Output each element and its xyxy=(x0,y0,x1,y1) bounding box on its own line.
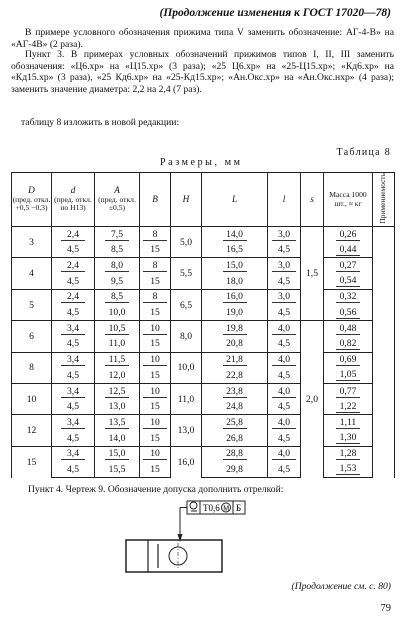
cell-L: 26,8 xyxy=(202,431,268,447)
cell-l: 4,5 xyxy=(268,462,301,478)
cell-mass: 1,05 xyxy=(324,368,373,384)
cell-A: 11,5 xyxy=(95,352,140,368)
dimensions-caption: Размеры, мм xyxy=(160,157,243,168)
cell-d: 3,4 xyxy=(52,352,95,368)
cell-l: 4,5 xyxy=(268,305,301,321)
cell-A: 13,5 xyxy=(95,415,140,431)
cell-A: 8,0 xyxy=(95,258,140,274)
cell-l: 3,0 xyxy=(268,289,301,305)
cell-d: 2,4 xyxy=(52,289,95,305)
cell-L: 24,8 xyxy=(202,399,268,415)
cell-B: 10 xyxy=(140,446,171,462)
cell-L: 20,8 xyxy=(202,336,268,352)
col-D: D (пред. откл. +0,5 −0,3) xyxy=(12,173,52,227)
table-row xyxy=(12,383,395,399)
col-applicability: Примениемость xyxy=(373,173,395,227)
cell-A: 9,5 xyxy=(95,274,140,290)
cell-mass: 1,11 xyxy=(324,415,373,431)
paragraph-1: В примере условного обозначения прижима типа V заменить обозначение: АГ-4-В» на «АГ-4В» (2 раза). xyxy=(11,27,394,50)
cell-L: 22,8 xyxy=(202,368,268,384)
table-caption: Таблица 8 xyxy=(336,147,391,158)
cell-L: 14,0 xyxy=(202,227,268,243)
cell-mass: 1,53 xyxy=(324,462,373,478)
cell-A: 8,5 xyxy=(95,289,140,305)
cell-A: 15,5 xyxy=(95,462,140,478)
cell-l: 4,5 xyxy=(268,431,301,447)
cell-d: 4,5 xyxy=(52,462,95,478)
table-row xyxy=(12,431,395,447)
cell-L: 16,5 xyxy=(202,242,268,258)
cell-L: 25,8 xyxy=(202,415,268,431)
continuation-note: (Продолжение см. с. 80) xyxy=(291,581,391,592)
cell-H: 10,0 xyxy=(171,352,202,383)
col-A: A (пред. откл. ±0,5) xyxy=(95,173,140,227)
cell-d: 4,5 xyxy=(52,242,95,258)
cell-B: 15 xyxy=(140,336,171,352)
cell-d: 4,5 xyxy=(52,399,95,415)
cell-L: 21,8 xyxy=(202,352,268,368)
cell-mass: 0,77 xyxy=(324,383,373,399)
datum-letter: Б xyxy=(236,503,242,513)
cell-mass: 1,30 xyxy=(324,431,373,447)
cell-D: 12 xyxy=(12,415,52,446)
table-row xyxy=(12,462,395,478)
cell-L: 18,0 xyxy=(202,274,268,290)
cell-mass: 0,54 xyxy=(324,274,373,290)
cell-s: 2,0 xyxy=(301,321,324,478)
col-s: s xyxy=(301,173,324,227)
cell-H: 5,0 xyxy=(171,227,202,258)
cell-mass: 0,26 xyxy=(324,227,373,243)
cell-d: 2,4 xyxy=(52,258,95,274)
cell-H: 6,5 xyxy=(171,289,202,320)
cell-H: 16,0 xyxy=(171,446,202,477)
cell-l: 4,0 xyxy=(268,415,301,431)
tolerance-value: T0,6 xyxy=(203,503,220,513)
table-row xyxy=(12,258,395,274)
cell-L: 29,8 xyxy=(202,462,268,478)
cell-A: 13,0 xyxy=(95,399,140,415)
table-row xyxy=(12,289,395,305)
paragraph-3: таблицу 8 изложить в новой редакции: xyxy=(21,117,180,128)
tolerance-drawing xyxy=(118,498,338,576)
table-header-row xyxy=(12,173,395,227)
table-row xyxy=(12,368,395,384)
cell-mass: 0,44 xyxy=(324,242,373,258)
cell-mass: 0,48 xyxy=(324,321,373,337)
cell-l: 4,5 xyxy=(268,368,301,384)
cell-D: 4 xyxy=(12,258,52,289)
cell-B: 15 xyxy=(140,462,171,478)
cell-A: 14,0 xyxy=(95,431,140,447)
cell-L: 23,8 xyxy=(202,383,268,399)
cell-B: 15 xyxy=(140,242,171,258)
cell-d: 3,4 xyxy=(52,446,95,462)
cell-L: 19,8 xyxy=(202,321,268,337)
cell-mass: 0,56 xyxy=(324,305,373,321)
table-row xyxy=(12,227,395,243)
cell-l: 4,5 xyxy=(268,274,301,290)
col-H: H xyxy=(171,173,202,227)
cell-A: 10,5 xyxy=(95,321,140,337)
cell-mass: 1,22 xyxy=(324,399,373,415)
table-row xyxy=(12,446,395,462)
cell-B: 10 xyxy=(140,352,171,368)
paragraph-2: Пункт 3. В примерах условных обозначений прижимов типов I, II, III заменить обозначения: «Ц6.хр» на «Ц15.хр» (3 раза); «25 Ц6.хр» на «25-Ц15.хр»; «Кд6.хр» на «Кд15.хр» (3 раза), «25 Кд6.хр» на «25-Кд15.хр»; «Ан.Окс.хр» на «Ан.Окс.нхр» (4 раза); заменить значение диаметра: 2,2 на 2,4 (7 раз). xyxy=(11,49,394,95)
dimensions-table xyxy=(11,172,395,478)
paragraph-4: Пункт 4. Чертеж 9. Обозначение допуска дополнить отрелкой: xyxy=(28,484,284,495)
cell-D: 8 xyxy=(12,352,52,383)
part-outline xyxy=(126,540,222,572)
cell-H: 8,0 xyxy=(171,321,202,352)
cell-D: 5 xyxy=(12,289,52,320)
cell-L: 19,0 xyxy=(202,305,268,321)
table-row xyxy=(12,336,395,352)
cell-D: 3 xyxy=(12,227,52,258)
cell-B: 10 xyxy=(140,415,171,431)
cell-H: 5,5 xyxy=(171,258,202,289)
cell-mass: 0,69 xyxy=(324,352,373,368)
cell-B: 15 xyxy=(140,305,171,321)
col-mass: Масса 1000 шт., ≈ кг xyxy=(324,173,373,227)
cell-B: 8 xyxy=(140,289,171,305)
cell-d: 3,4 xyxy=(52,383,95,399)
table-row xyxy=(12,274,395,290)
cell-A: 7,5 xyxy=(95,227,140,243)
col-B: B xyxy=(140,173,171,227)
cell-l: 3,0 xyxy=(268,227,301,243)
cell-d: 4,5 xyxy=(52,305,95,321)
cell-B: 15 xyxy=(140,274,171,290)
cell-D: 10 xyxy=(12,383,52,414)
cell-d: 3,4 xyxy=(52,321,95,337)
cell-B: 15 xyxy=(140,368,171,384)
table-row xyxy=(12,305,395,321)
cell-l: 4,5 xyxy=(268,242,301,258)
cell-mass: 1,28 xyxy=(324,446,373,462)
cell-l: 3,0 xyxy=(268,258,301,274)
cell-A: 8,5 xyxy=(95,242,140,258)
table-row xyxy=(12,415,395,431)
cell-s: 1,5 xyxy=(301,227,324,321)
tolerance-frame xyxy=(187,501,245,514)
cell-A: 12,5 xyxy=(95,383,140,399)
cell-L: 28,8 xyxy=(202,446,268,462)
cell-L: 16,0 xyxy=(202,289,268,305)
table-row xyxy=(12,352,395,368)
cell-applic xyxy=(373,227,395,478)
cell-A: 12,0 xyxy=(95,368,140,384)
cell-mass: 0,27 xyxy=(324,258,373,274)
cell-d: 2,4 xyxy=(52,227,95,243)
col-L: L xyxy=(202,173,268,227)
table-row xyxy=(12,242,395,258)
cell-B: 10 xyxy=(140,321,171,337)
cell-A: 10,0 xyxy=(95,305,140,321)
cell-H: 11,0 xyxy=(171,383,202,414)
cell-B: 15 xyxy=(140,399,171,415)
cell-l: 4,5 xyxy=(268,336,301,352)
page-number: 79 xyxy=(380,603,391,614)
cell-d: 4,5 xyxy=(52,336,95,352)
cell-d: 4,5 xyxy=(52,368,95,384)
col-l: l xyxy=(268,173,301,227)
cell-H: 13,0 xyxy=(171,415,202,446)
cell-d: 3,4 xyxy=(52,415,95,431)
table-row xyxy=(12,399,395,415)
cell-d: 4,5 xyxy=(52,274,95,290)
cell-D: 6 xyxy=(12,321,52,352)
col-d: d (пред. откл. по Н13) xyxy=(52,173,95,227)
cell-B: 8 xyxy=(140,227,171,243)
cell-l: 4,0 xyxy=(268,446,301,462)
running-header: (Продолжение изменения к ГОСТ 17020—78) xyxy=(159,7,391,19)
cell-A: 11,0 xyxy=(95,336,140,352)
cell-l: 4,0 xyxy=(268,352,301,368)
cell-B: 10 xyxy=(140,383,171,399)
cell-A: 15,0 xyxy=(95,446,140,462)
cell-l: 4,5 xyxy=(268,399,301,415)
cell-l: 4,0 xyxy=(268,383,301,399)
cell-B: 15 xyxy=(140,431,171,447)
cell-mass: 0,82 xyxy=(324,336,373,352)
cell-l: 4,0 xyxy=(268,321,301,337)
cell-D: 15 xyxy=(12,446,52,477)
cell-mass: 0,32 xyxy=(324,289,373,305)
cell-L: 15,0 xyxy=(202,258,268,274)
modifier-symbol: M xyxy=(223,505,230,513)
table-body xyxy=(12,227,395,478)
cell-B: 8 xyxy=(140,258,171,274)
table-row xyxy=(12,321,395,337)
cell-d: 4,5 xyxy=(52,431,95,447)
